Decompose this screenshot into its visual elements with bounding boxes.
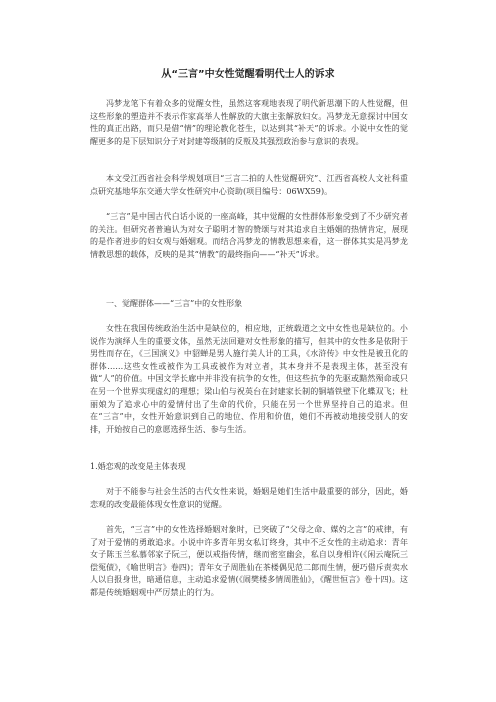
section-heading: 一、觉醒群体——“三言”中的女性形象 <box>106 299 243 308</box>
body-paragraph: 首先，“三言”中的女性选择婚姻对象时，已突破了“父母之命、媒妁之言”的戒律，有了对于爱情的勇敢追求。小说中许多青年男女私订终身，其中不乏女性的主动追求：青年女子陈玉兰私慕邻家子阮三，便以戒指传情，继而密室幽会，私自以身相许(《闲云庵阮三偿冤债》，《喻世明言》卷四)；青年女子周胜仙在茶楼偶见范二郎而生情，便巧借斥责卖水人以自报身世，暗通信息，主动追求爱情(《闹樊楼多情周胜仙》，《醒世恒言》卷十四)。这都是传统婚姻观中严厉禁止的行为。 <box>90 525 408 597</box>
abstract-paragraph: 冯梦龙笔下有着众多的觉醒女性，虽然这客观地表现了明代新思潮下的人性觉醒，但这些形象的塑造并不表示作家高举人性解放的大旗主张解放妇女。冯梦龙无意探讨中国女性的真正出路，而只是借“情”的理论教化苍生，以达到其“补天”的诉求。小说中女性的觉醒更多的是下层知识分子对封建等级制的反叛及其强烈政治参与意识的表现。 <box>90 99 408 146</box>
funding-note-paragraph: 本文受江西省社会科学规划项目“三言二拍的人性觉醒研究”、江西省高校人文社科重点研究基地华东交通大学女性研究中心资助(项目编号：06WX59)。 <box>90 174 408 196</box>
body-paragraph: 对于不能参与社会生活的古代女性来说，婚姻是她们生活中最重要的部分，因此，婚恋观的改变最能体现女性意识的觉醒。 <box>90 487 408 509</box>
section-paragraph: 女性在我国传统政治生活中是缺位的，相应地，正统载道之文中女性也是缺位的。小说作为演绎人生的重要文体，虽然无法回避对女性形象的描写，但其中的女性多是依附于男性而存在，《三国演义》中貂蝉是男人施行美人计的工具，《水浒传》中女性是被丑化的群体……这些女性或被作为工具或被作为对立者，其本身并不是表现主体，甚至没有做“人”的价值。中国文学长廊中并非没有抗争的女性，但这些抗争的先驱或黯然殒命或只在另一个世界实现虚幻的理想；梁山伯与祝英台在封建家长制的铜墙铁壁下化蝶双飞；杜丽娘为了追求心中的爱情付出了生命的代价，只能在另一个世界坚持自己的追求。但在“三言”中，女性开始意识到自己的地位、作用和价值，她们不再被动地接受别人的安排，开始按自己的意愿选择生活、参与生活。 <box>90 324 408 434</box>
subsection-heading: 1.婚恋观的改变是主体表现 <box>90 462 186 471</box>
document-title: 从“三言”中女性觉醒看明代士人的诉求 <box>161 69 335 80</box>
intro-paragraph: “三言”是中国古代白话小说的一座高峰，其中觉醒的女性群体形象受到了不少研究者的关注。但研究者普遍认为对女子聪明才智的赞颂与对其追求自主婚姻的热情肯定，展现的是作者进步的妇女观与婚姻观。而结合冯梦龙的情教思想来看，这一群体其实是冯梦龙情教思想的载体，反映的是其“情教”的最终指向——“补天”诉求。 <box>90 212 408 259</box>
